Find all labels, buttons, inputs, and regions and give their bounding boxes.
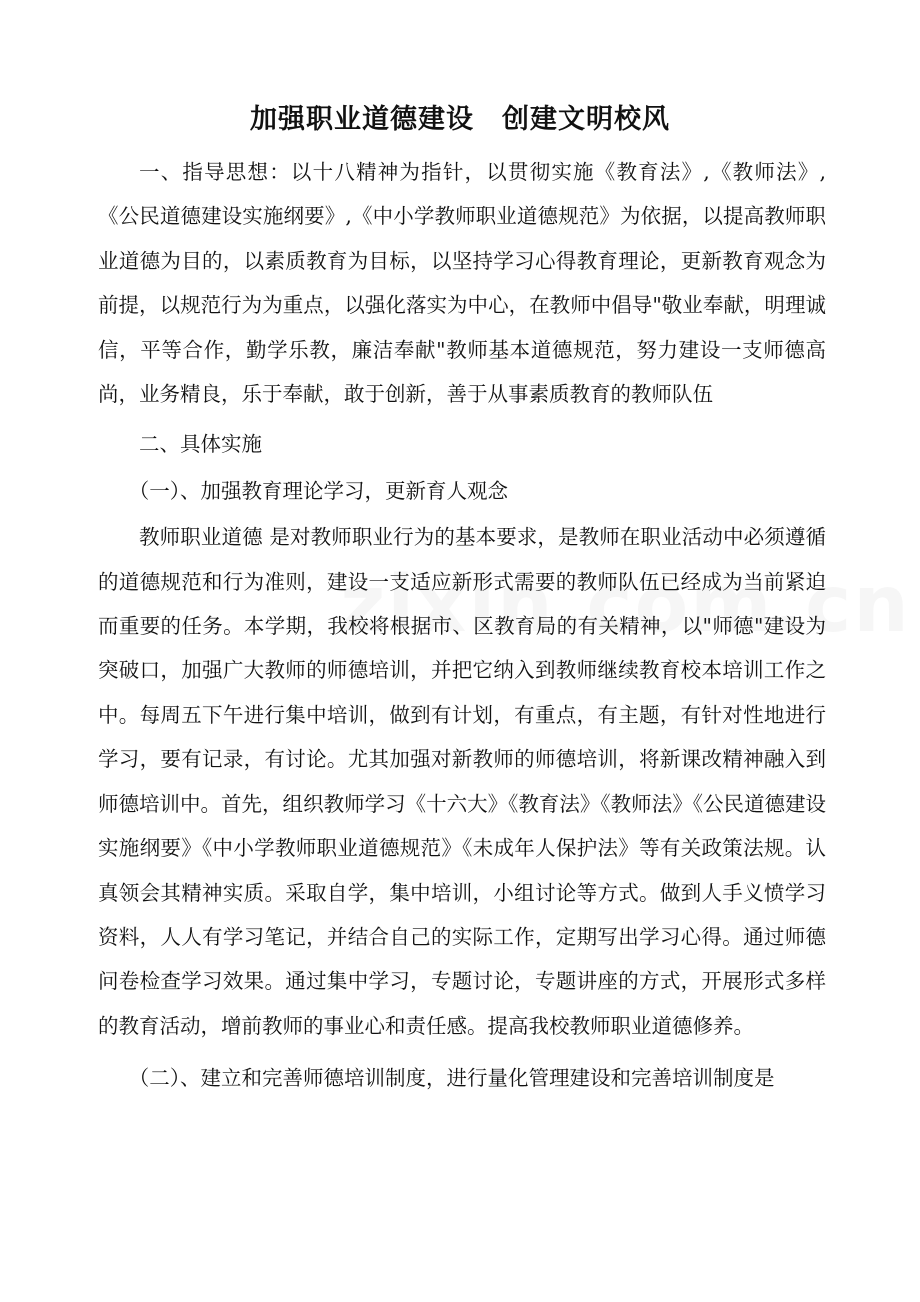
document-body	[98, 150, 826, 1101]
sub-heading-training-system: （二）、建立和完善师德培训制度，进行量化管理建设和完善培训制度是	[128, 1066, 775, 1091]
paragraph-theory-study: 教师职业道德 是对教师职业行为的基本要求，是教师在职业活动中必须遵循的道德规范和行为准则，建设一支适应新形式需要的教师队伍已经成为当前紧迫而重要的任务。本学期，我校将根据市、区教育局的有关精神，以"师德"建设为突破口，加强广大教师的师德培训，并把它纳入到教师继续教育校本培训工作之中。每周五下午进行集中培训，做到有计划，有重点，有主题，有针对性地进行学习，要有记录，有讨论。尤其加强对新教师的师德培训，将新课改精神融入到师德培训中。首先，组织教师学习《十六大》《教育法》《教师法》《公民道德建设实施纲要》《中小学教师职业道德规范》《未成年人保护法》等有关政策法规。认真领会其精神实质。采取自学，集中培训，小组讨论等方式。做到人手义愤学习 资料，人人有学习笔记，并结合自己的实际工作，定期写出学习心得。通过师德问卷检查学习效果。通过集中学习，专题讨论，专题讲座的方式，开展形式多样的教育活动，增前教师的事业心和责任感。提高我校教师职业道德修养。	[98, 525, 826, 1038]
document-title: 加强职业道德建设 创建文明校风	[250, 104, 670, 135]
paragraph-guiding-ideology: 一、指导思想：以十八精神为指针，以贯彻实施《教育法》,《教师法》,《公民道德建设实施纲要》,《中小学教师职业道德规范》为依据，以提高教师职业道德为目的，以素质教育为目标，以坚持学习心得教育理论，更新教育观念为前提，以规范行为为重点，以强化落实为中心，在教师中倡导"敬业奉献，明理诚信，平等合作，勤学乐教，廉洁奉献"教师基本道德规范，努力建设一支师德高尚，业务精良，乐于奉献，敢于创新，善于从事素质教育的教师队伍	[98, 160, 826, 407]
sub-heading-theory-study: （一）、加强教育理论学习，更新育人观念	[128, 478, 508, 503]
section-heading-implementation: 二、具体实施	[139, 432, 262, 457]
